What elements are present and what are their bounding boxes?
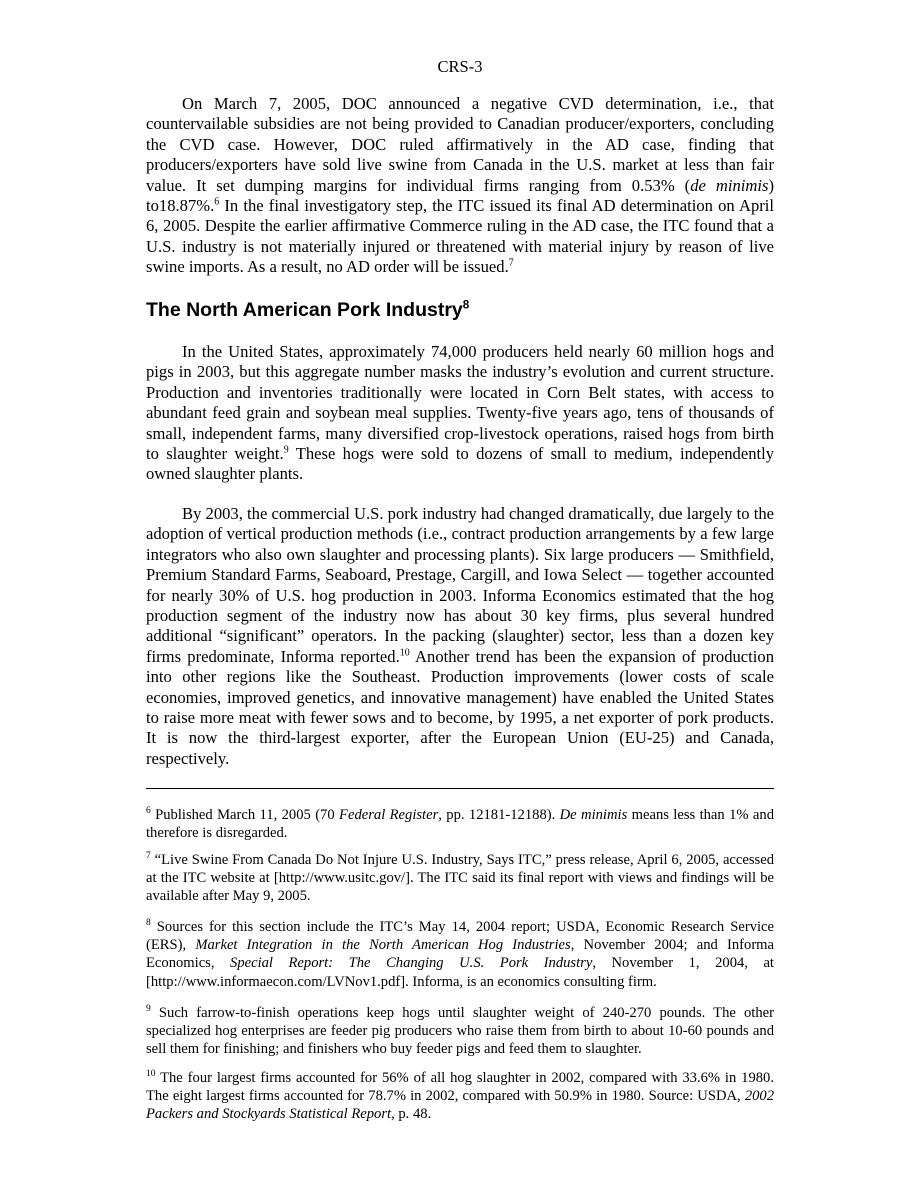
footnote-text: Sources for this section include the ITC’s May 14, 2004 report; USDA, Economic Research Service (ERS), — [146, 919, 774, 954]
paragraph-text: On March 7, 2005, DOC announced a negative CVD determination, i.e., that countervailable subsidies are not being provided to Canadian producer/exporters, concluding the CVD case. However, DOC ruled affirmatively in the AD case, finding that producers/exporters have sold live swine from Canada in the U.S. market at less than fair value. It set dumping margins for individual firms ranging from 0.53% ( — [146, 94, 774, 195]
italic-term: De minimis — [559, 807, 628, 823]
footnote-text: means less than 1% and therefore is disregarded. — [146, 807, 774, 842]
italic-title: 2002 Packers and Stockyards Statistical Report — [146, 1088, 774, 1123]
footnote-text: , pp. 12181-12188). — [438, 807, 560, 823]
footnote-ref: 10 — [399, 647, 410, 659]
footnote-marker: 8 — [146, 918, 151, 929]
footnote-8 — [146, 918, 774, 991]
italic-title: Federal Register — [339, 807, 439, 823]
footnote-ref: 6 — [214, 196, 220, 208]
footnote-marker: 6 — [146, 806, 151, 817]
section-heading-text: The North American Pork Industry — [146, 299, 463, 321]
paragraph-text: These hogs were sold to dozens of small to medium, independently owned slaughter plants. — [146, 444, 775, 484]
footnote-divider — [146, 788, 774, 789]
paragraph-us-hog-producers — [146, 342, 774, 485]
footnote-marker: 10 — [146, 1069, 156, 1080]
footnote-ref: 9 — [283, 444, 289, 456]
footnote-text: “Live Swine From Canada Do Not Injure U.S. Industry, Says ITC,” press release, April 6, 2005, accessed at the ITC website at [http://www.usitc.gov/]. The ITC said its final report with views and findings will be available after May 9, 2005. — [146, 852, 774, 905]
footnote-9 — [146, 1004, 774, 1059]
paragraph-text: In the United States, approximately 74,000 producers held nearly 60 million hogs and pigs in 2003, but this aggregate number masks the industry’s evolution and current structure. Production and inventories traditionally were located in Corn Belt states, with access to abundant feed grain and soybean meal supplies. Twenty-five years ago, tens of thousands of small, independent farms, many diversified crop-livestock operations, raised hogs from birth to slaughter weight. — [146, 342, 774, 464]
footnote-text: Such farrow-to-finish operations keep hogs until slaughter weight of 240-270 pounds. The other specialized hog enterprises are feeder pig producers who raise them from birth to about 10-60 pounds and sell them for finishing; and finishers who buy feeder pigs and feed them to slaughter. — [146, 1005, 774, 1058]
footnote-ref: 8 — [462, 298, 470, 312]
footnote-text: Published March 11, 2005 (70 — [150, 807, 340, 823]
footnote-text: The four largest firms accounted for 56% of all hog slaughter in 2002, compared with 33.6% in 1980. The eight largest firms accounted for 78.7% in 2002, compared with 50.9% in 1980. Source: USDA, — [146, 1070, 774, 1105]
footnote-7 — [146, 851, 774, 906]
italic-term: de minimis — [690, 175, 769, 195]
italic-title: Special Report: The Changing U.S. Pork Industry — [230, 955, 593, 972]
footnote-marker: 7 — [146, 851, 151, 862]
footnote-10 — [146, 1069, 774, 1124]
footnote-6 — [146, 806, 774, 842]
footnote-text: , November 2004; and Informa Economics, — [146, 937, 775, 972]
paragraph-doc-determination — [146, 94, 774, 278]
paragraph-text: In the final investigatory step, the ITC issued its final AD determination on April 6, 2005. Despite the earlier affirmative Commerce ruling in the AD case, the ITC found that a U.S. industry is not materially injured or threatened with material injury by reason of live swine imports. As a result, no AD order will be issued. — [146, 196, 774, 277]
italic-title: Market Integration in the North American Hog Industries — [195, 937, 571, 954]
paragraph-text: Another trend has been the expansion of production into other regions like the Southeast. Production improvements (lower costs of scale economies, improved genetics, and innovative management) have enabled the United States to raise more meat with fewer sows and to become, by 1995, a net exporter of pork products. It is now the third-largest exporter, after the European Union (EU-25) and Canada, respectively. — [146, 646, 774, 768]
footnote-text: , p. 48. — [391, 1106, 432, 1123]
section-heading — [146, 297, 469, 323]
paragraph-industry-change — [146, 504, 774, 769]
paragraph-text: ) to18.87%. — [146, 175, 774, 216]
footnote-ref: 7 — [508, 257, 514, 269]
paragraph-text: By 2003, the commercial U.S. pork industry had changed dramatically, due largely to the adoption of vertical production methods (i.e., contract production arrangements by a few large integrators who also own slaughter and processing plants). Six large producers — Smithfield, Premium Standard Farms, Seaboard, Prestage, Cargill, and Iowa Select — together accounted for nearly 30% of U.S. hog production in 2003. Informa Economics estimated that the hog production segment of the industry now has about 30 key firms, plus several hundred additional “significant” operators. In the packing (slaughter) sector, less than a dozen key firms predominate, Informa reported. — [146, 504, 774, 666]
footnote-marker: 9 — [146, 1004, 151, 1015]
footnote-text: , November 1, 2004, at [http://www.informaecon.com/LVNov1.pdf]. Informa, is an economics consulting firm. — [146, 955, 774, 990]
page-header: CRS-3 — [437, 57, 483, 76]
